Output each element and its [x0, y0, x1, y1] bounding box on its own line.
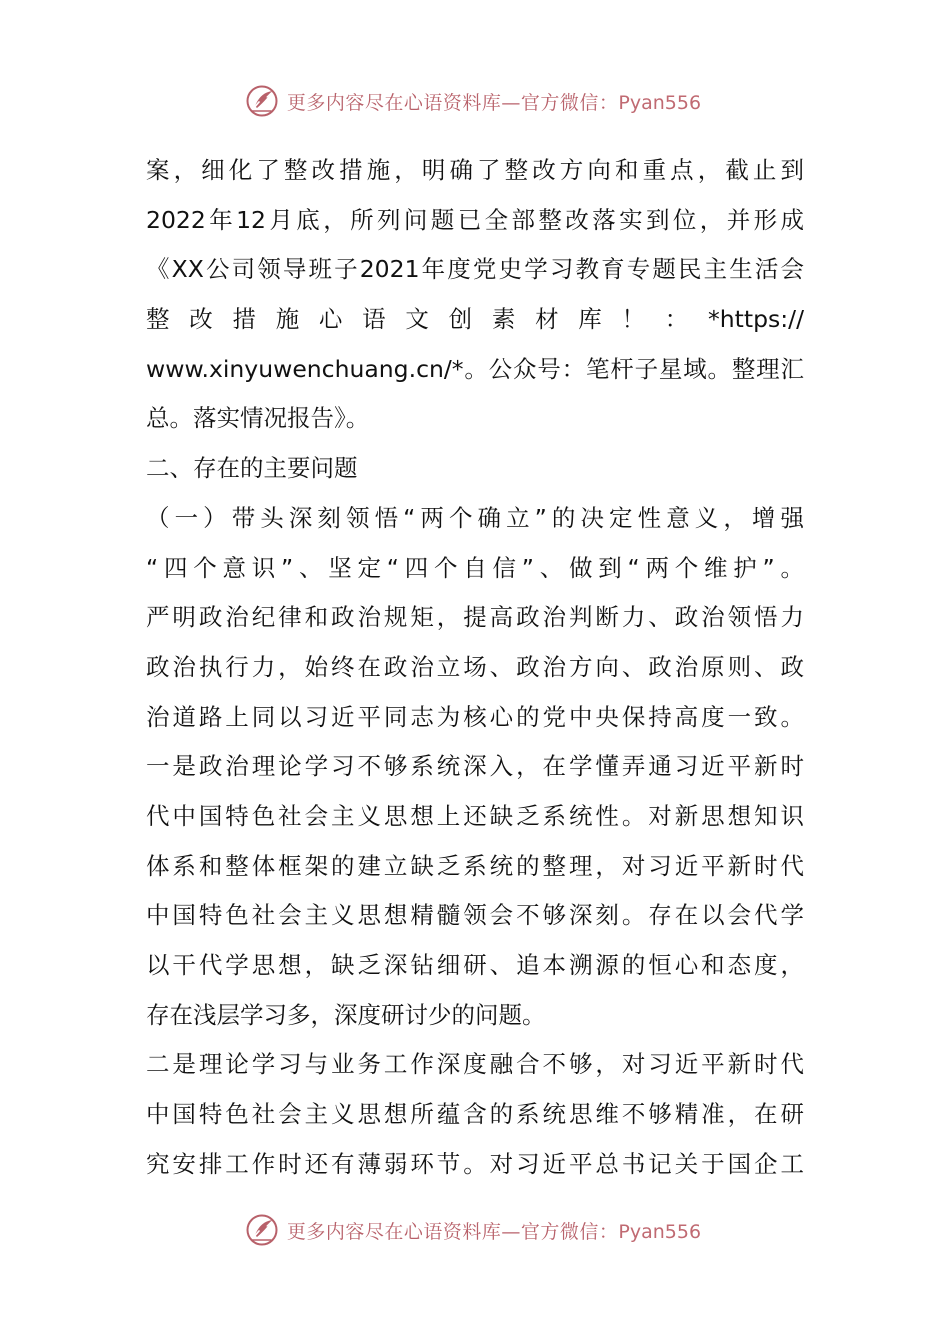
- document-line-14: 代中国特色社会主义思想上还缺乏系统性。对新思想知识: [146, 801, 804, 830]
- document-line-5: www.xinyuwenchuang.cn/*。公众号：笔杆子星域。整理汇: [146, 354, 804, 383]
- footer-wechat-id: Pyan556: [618, 1220, 702, 1243]
- footer-banner-content: [245, 1213, 701, 1247]
- header-banner-content: [245, 84, 701, 118]
- document-line-11: 政治执行力，始终在政治立场、政治方向、政治原则、政: [146, 652, 804, 681]
- header-wechat-id: Pyan556: [618, 91, 702, 114]
- document-line-13: 一是政治理论学习不够系统深入，在学懂弄通习近平新时: [146, 752, 804, 781]
- document-line-4: 整改措施心语文创素材库！：*https://: [146, 305, 804, 334]
- pen-and-paper-icon: [245, 84, 279, 118]
- document-line-20: 中国特色社会主义思想所蕴含的系统思维不够精准，在研: [146, 1100, 804, 1129]
- header-banner: [0, 78, 950, 124]
- footer-banner-text: [287, 1217, 701, 1244]
- document-line-10: 严明政治纪律和政治规矩，提高政治判断力、政治领悟力: [146, 603, 804, 632]
- document-line-2: 2022年12月底，所列问题已全部整改落实到位，并形成: [146, 205, 804, 234]
- document-line-6: 总。落实情况报告》。: [146, 404, 370, 433]
- document-line-1: 案，细化了整改措施，明确了整改方向和重点，截止到: [146, 156, 804, 184]
- footer-banner-label: 更多内容尽在心语资料库—官方微信：: [286, 1220, 619, 1243]
- document-line-9: “四个意识”、坚定“四个自信”、做到“两个维护”。: [146, 553, 804, 582]
- document-line-17: 以干代学思想，缺乏深钻细研、追本溯源的恒心和态度，: [146, 951, 804, 979]
- document-line-8: （一）带头深刻领悟“两个确立”的决定性意义，增强: [146, 503, 804, 532]
- section-heading: 二、存在的主要问题: [146, 454, 358, 483]
- pen-and-paper-icon: [245, 1213, 279, 1247]
- header-banner-text: [287, 88, 701, 115]
- document-line-18: 存在浅层学习多，深度研讨少的问题。: [146, 1000, 546, 1029]
- document-line-3: 《XX公司领导班子2021年度党史学习教育专题民主生活会: [146, 255, 804, 284]
- document-line-19: 二是理论学习与业务工作深度融合不够，对习近平新时代: [146, 1050, 804, 1079]
- document-line-16: 中国特色社会主义思想精髓领会不够深刻。存在以会代学: [146, 901, 804, 930]
- document-line-21: 究安排工作时还有薄弱环节。对习近平总书记关于国企工: [146, 1149, 804, 1178]
- header-banner-label: 更多内容尽在心语资料库—官方微信：: [286, 91, 619, 114]
- footer-banner: [0, 1207, 950, 1253]
- document-body: [146, 146, 804, 1189]
- document-line-12: 治道路上同以习近平同志为核心的党中央保持高度一致。: [146, 702, 804, 731]
- document-line-15: 体系和整体框架的建立缺乏系统的整理，对习近平新时代: [146, 851, 804, 880]
